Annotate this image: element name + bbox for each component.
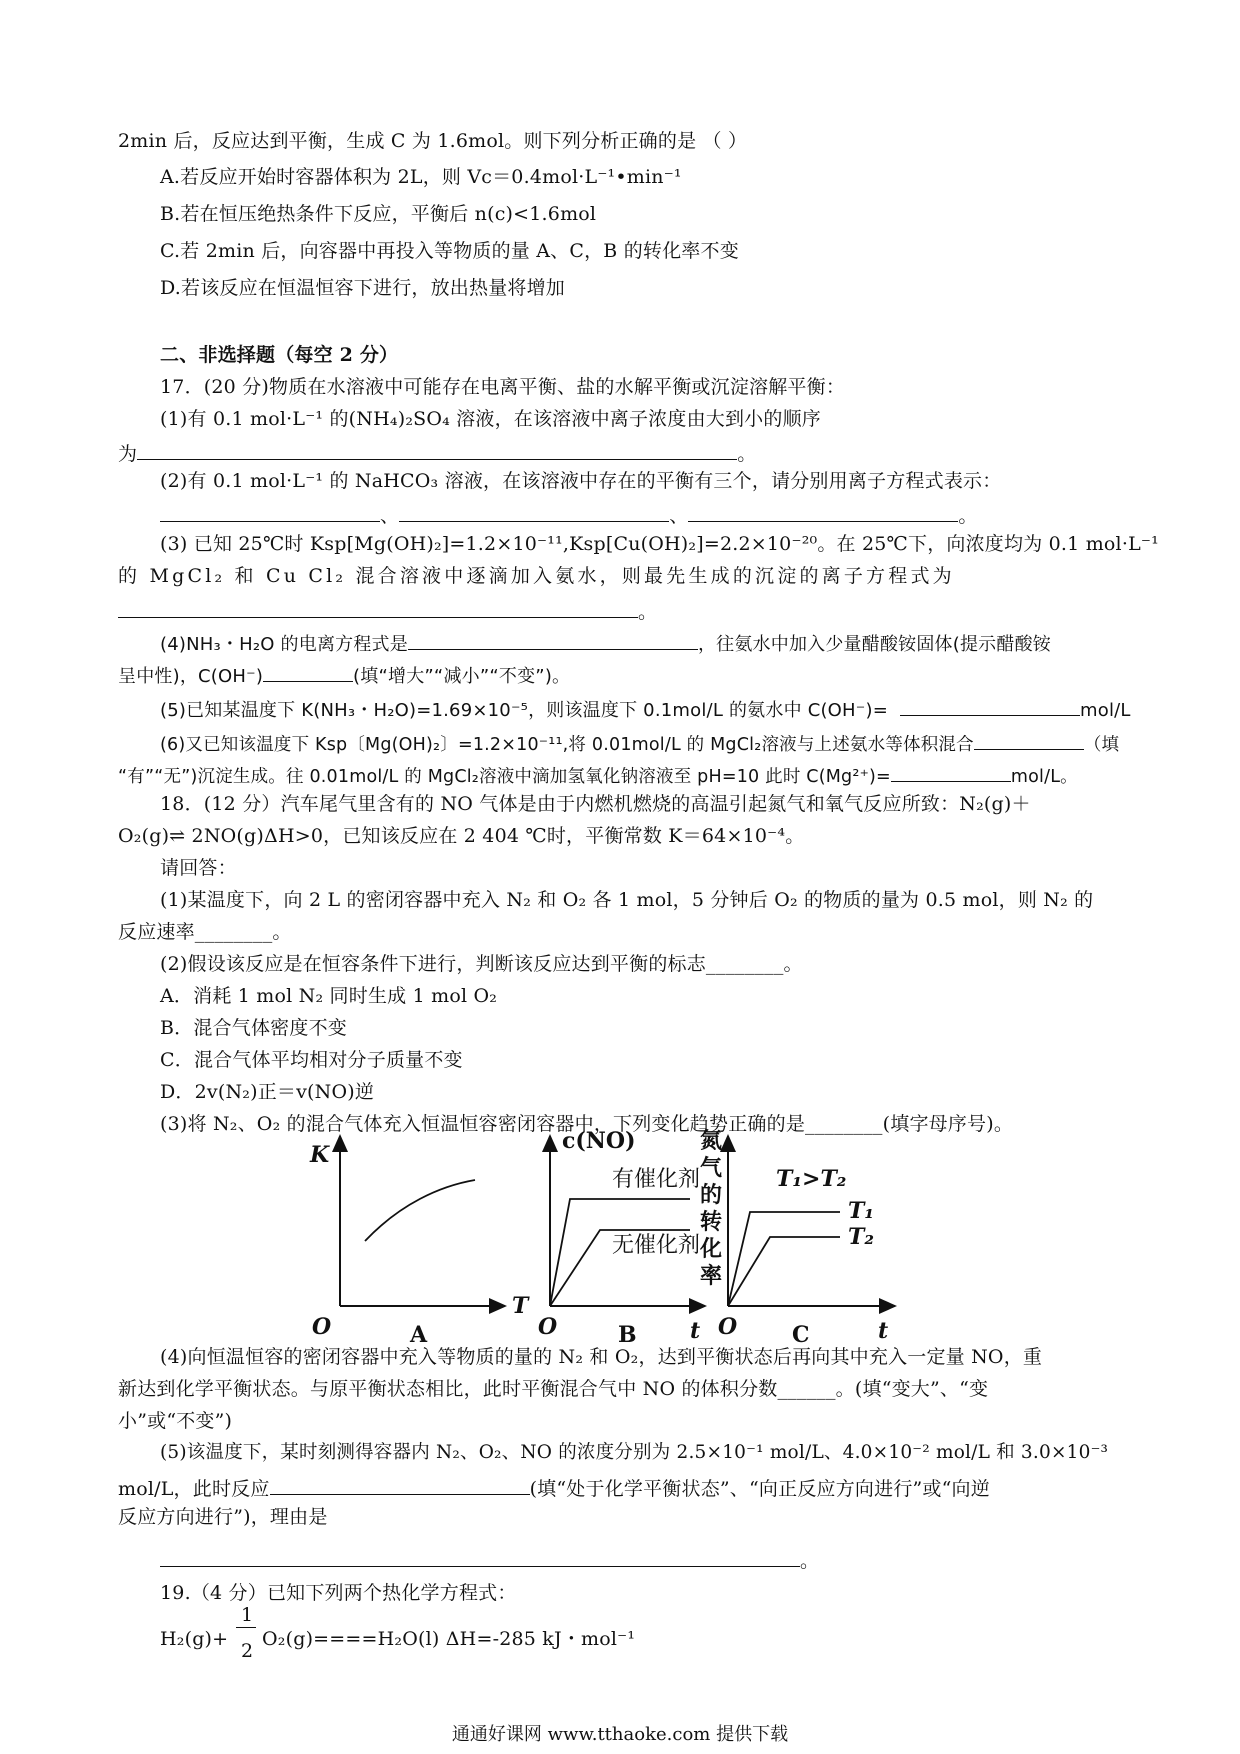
q17-part4-prefix: (4)NH₃・H₂O 的电离方程式是 — [160, 634, 408, 655]
q17-part5-prefix: (5)已知某温度下 K(NH₃・H₂O)=1.69×10⁻⁵，则该温度下 0.1mol/L 的氨水中 C(OH⁻)= — [160, 700, 888, 721]
q19-eq-right: O₂(g)====H₂O(l) ΔH=-285 kJ・mol⁻¹ — [262, 1628, 636, 1650]
graph-c-origin: O — [718, 1314, 738, 1340]
line-t2 — [728, 1237, 840, 1306]
q16-option-b: B.若在恒压绝热条件下反应，平衡后 n(c)<1.6mol — [160, 203, 597, 225]
q16-stem: 2min 后，反应达到平衡，生成 C 为 1.6mol。则下列分析正确的是 （ ） — [118, 130, 748, 152]
q17-part2: (2)有 0.1 mol·L⁻¹ 的 NaHCO₃ 溶液，在该溶液中存在的平衡有三个，请分别用离子方程式表示： — [160, 470, 1002, 492]
q17-part6b-suffix: mol/L。 — [1010, 767, 1078, 787]
q19-eq-left: H₂(g)+ — [160, 1628, 229, 1650]
q18-option-c: C．混合气体平均相对分子质量不变 — [160, 1049, 463, 1071]
curve-k-vs-t — [365, 1180, 475, 1241]
fraction-numerator: 1 — [240, 1604, 254, 1626]
q17-part4-b — [118, 663, 570, 686]
q18-part4-c: 小”或“不变”) — [118, 1410, 233, 1432]
separator: 、 — [380, 505, 400, 527]
label-t1: T₁ — [848, 1198, 875, 1224]
answer-blank[interactable] — [399, 503, 669, 522]
graph-a-caption: A — [410, 1322, 428, 1348]
q17-part1-prefix: 为 — [118, 443, 138, 465]
graphs-figure — [300, 1128, 1000, 1348]
answer-blank[interactable] — [900, 697, 1080, 716]
q17-part4 — [160, 631, 1051, 654]
q17-part3: (3) 已知 25℃时 Ksp[Mg(OH)₂]=1.2×10⁻¹¹,Ksp[Cu(OH)₂]=2.2×10⁻²⁰。在 25℃下，向浓度均为 0.1 mol·L⁻¹ — [160, 533, 1159, 555]
q18-intro-b: O₂(g)⇌ 2NO(g)ΔH>0，已知该反应在 2 404 ℃时，平衡常数 K＝64×10⁻⁴。 — [118, 825, 805, 847]
q17-part5 — [160, 697, 1131, 720]
answer-blank[interactable] — [891, 763, 1011, 782]
q16-option-d: D.若该反应在恒温恒容下进行，放出热量将增加 — [160, 277, 565, 299]
q18-part1-b: 反应速率________。 — [118, 921, 292, 943]
q17-part1: (1)有 0.1 mol·L⁻¹ 的(NH₄)₂SO₄ 溶液，在该溶液中离子浓度由大到小的顺序 — [160, 408, 821, 430]
q17-part5-suffix: mol/L — [1080, 700, 1131, 721]
section-title: 二、非选择题（每空 2 分） — [160, 344, 399, 366]
graph-a — [309, 1136, 530, 1348]
q18-option-b: B．混合气体密度不变 — [160, 1017, 347, 1039]
separator: 。 — [800, 1550, 820, 1572]
q17-part4b-suffix: (填“增大”“减小”“不变”)。 — [353, 666, 571, 687]
q17-part4-suffix: ，往氨水中加入少量醋酸铵固体(提示醋酸铵 — [697, 634, 1051, 655]
q18-part5: (5)该温度下，某时刻测得容器内 N₂、O₂、NO 的浓度分别为 2.5×10⁻¹ mol/L、4.0×10⁻² mol/L 和 3.0×10⁻³ — [160, 1442, 1109, 1463]
answer-blank[interactable] — [118, 599, 638, 618]
q18-ask: 请回答： — [160, 857, 237, 879]
label-t2: T₂ — [848, 1224, 875, 1250]
answer-blank[interactable] — [137, 441, 737, 460]
q18-part4: (4)向恒温恒容的密闭容器中充入等物质的量的 N₂ 和 O₂，达到平衡状态后再向其中充入一定量 NO，重 — [160, 1346, 1043, 1368]
q17-part3-b: 的 MgCl₂ 和 Cu Cl₂ 混合溶液中逐滴加入氨水，则最先生成的沉淀的离子方程式为 — [118, 565, 955, 587]
graph-a-ylabel: K — [310, 1142, 330, 1168]
separator: 。 — [638, 601, 658, 623]
q18-part5-c: 反应方向进行”)，理由是 — [118, 1506, 328, 1528]
answer-blank[interactable] — [160, 503, 380, 522]
q17-part1-suffix: 。 — [737, 443, 757, 465]
graph-a-origin: O — [312, 1314, 332, 1340]
q18-part3: (3)将 N₂、O₂ 的混合气体充入恒温恒容密闭容器中，下列变化趋势正确的是________(填字母序号)。 — [160, 1113, 1014, 1135]
answer-blank[interactable] — [160, 1548, 800, 1567]
q18-part5b-suffix: (填“处于化学平衡状态”、“向正反应方向进行”或“向逆 — [529, 1478, 990, 1500]
page-footer: 通通好课网 www.tthaoke.com 提供下载 — [451, 1724, 789, 1745]
fraction-bar — [236, 1627, 256, 1628]
separator: 。 — [958, 505, 978, 527]
q17-part6 — [160, 731, 1119, 755]
answer-blank[interactable] — [270, 1476, 530, 1495]
q17-part3-answer — [118, 599, 657, 622]
q17-part4b-prefix: 呈中性)，C(OH⁻) — [118, 666, 264, 687]
q18-part5-answer — [160, 1548, 819, 1571]
answer-blank[interactable] — [688, 503, 958, 522]
q18-option-d: D．2v(N₂)正＝v(NO)逆 — [160, 1081, 375, 1103]
graph-c-ylabel: 氮气的转化率 — [700, 1128, 723, 1289]
graph-b-xlabel: t — [690, 1318, 701, 1344]
graph-c-condition: T₁>T₂ — [776, 1166, 847, 1192]
q18-part1: (1)某温度下，向 2 L 的密闭容器中充入 N₂ 和 O₂ 各 1 mol，5 分钟后 O₂ 的物质的量为 0.5 mol，则 N₂ 的 — [160, 889, 1094, 911]
q17-part2-answers — [160, 503, 978, 526]
q18-part2: (2)假设该反应是在恒容条件下进行，判断该反应达到平衡的标志________。 — [160, 953, 803, 975]
q18-part5b-prefix: mol/L，此时反应 — [118, 1478, 270, 1500]
q17-intro: 17．(20 分)物质在水溶液中可能存在电离平衡、盐的水解平衡或沉淀溶解平衡： — [160, 376, 846, 398]
q16-option-a: A.若反应开始时容器体积为 2L，则 Vc＝0.4mol·L⁻¹•min⁻¹ — [160, 166, 682, 188]
q17-part6-suffix: （填 — [1083, 735, 1120, 755]
q17-part6-b — [118, 763, 1078, 787]
label-with-catalyst: 有催化剂 — [612, 1167, 701, 1192]
q18-part4-b: 新达到化学平衡状态。与原平衡状态相比，此时平衡混合气中 NO 的体积分数______。(填“变大”、“变 — [118, 1378, 989, 1400]
q17-part6b-prefix: “有”“无”)沉淀生成。往 0.01mol/L 的 MgCl₂溶液中滴加氢氧化钠溶液至 pH=10 此时 C(Mg²⁺)= — [118, 767, 891, 787]
graph-c — [718, 1136, 895, 1348]
separator: 、 — [669, 505, 689, 527]
graph-b-ylabel: c(NO) — [562, 1128, 636, 1154]
q18-part5-b — [118, 1476, 990, 1499]
label-without-catalyst: 无催化剂 — [612, 1233, 701, 1258]
answer-blank[interactable] — [263, 663, 353, 682]
graph-b-origin: O — [538, 1314, 558, 1340]
answer-blank[interactable] — [974, 731, 1084, 750]
graph-b-caption: B — [618, 1322, 637, 1348]
q17-part6-prefix: (6)又已知该温度下 Ksp〔Mg(OH)₂〕=1.2×10⁻¹¹,将 0.01mol/L 的 MgCl₂溶液与上述氨水等体积混合 — [160, 735, 974, 755]
line-t1 — [728, 1212, 840, 1306]
graph-b — [538, 1128, 705, 1348]
graph-a-xlabel: T — [512, 1293, 529, 1319]
fraction-denominator: 2 — [240, 1640, 254, 1662]
q16-option-c: C.若 2min 后，向容器中再投入等物质的量 A、C，B 的转化率不变 — [160, 240, 739, 262]
q18-option-a: A．消耗 1 mol N₂ 同时生成 1 mol O₂ — [160, 985, 498, 1007]
graph-c-caption: C — [792, 1322, 810, 1348]
q18-intro: 18．(12 分）汽车尾气里含有的 NO 气体是由于内燃机燃烧的高温引起氮气和氧气反应所致：N₂(g)＋ — [160, 793, 1031, 815]
answer-blank[interactable] — [408, 631, 698, 650]
q19-intro: 19.（4 分）已知下列两个热化学方程式： — [160, 1582, 517, 1604]
graph-c-xlabel: t — [878, 1318, 889, 1344]
q17-part1-answer — [118, 441, 756, 464]
